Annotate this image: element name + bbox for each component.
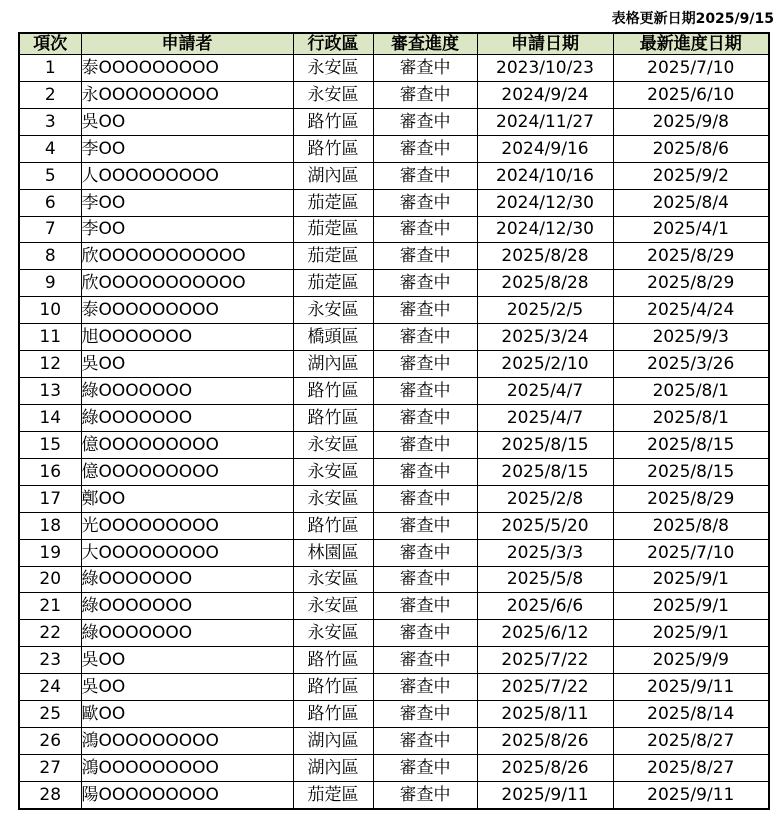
cell-apply-date: 2025/8/28 <box>477 270 613 297</box>
cell-district: 路竹區 <box>293 135 373 162</box>
cell-district: 永安區 <box>293 297 373 324</box>
update-date-note: 表格更新日期2025/9/15 <box>611 11 774 27</box>
cell-applicant: 陽OOOOOOOOO <box>81 781 293 809</box>
cell-applicant: 欣OOOOOOOOOOO <box>81 243 293 270</box>
cell-review-status: 審查中 <box>373 566 477 593</box>
cell-item-no: 25 <box>19 701 81 728</box>
cell-applicant: 吳OO <box>81 351 293 378</box>
table-row <box>19 620 769 647</box>
cell-latest-date: 2025/8/6 <box>613 135 769 162</box>
cell-district: 茄萣區 <box>293 243 373 270</box>
cell-applicant: 綠OOOOOOO <box>81 593 293 620</box>
application-table <box>18 32 770 810</box>
cell-applicant: 光OOOOOOOOO <box>81 512 293 539</box>
table-row <box>19 324 769 351</box>
cell-district: 永安區 <box>293 620 373 647</box>
table-row <box>19 108 769 135</box>
cell-review-status: 審查中 <box>373 297 477 324</box>
cell-review-status: 審查中 <box>373 324 477 351</box>
cell-apply-date: 2025/7/22 <box>477 674 613 701</box>
cell-latest-date: 2025/8/29 <box>613 270 769 297</box>
cell-apply-date: 2025/4/7 <box>477 378 613 405</box>
cell-latest-date: 2025/7/10 <box>613 539 769 566</box>
cell-latest-date: 2025/8/14 <box>613 701 769 728</box>
cell-district: 永安區 <box>293 566 373 593</box>
cell-district: 茄萣區 <box>293 189 373 216</box>
cell-latest-date: 2025/8/8 <box>613 512 769 539</box>
cell-latest-date: 2025/8/27 <box>613 728 769 755</box>
cell-district: 茄萣區 <box>293 781 373 809</box>
cell-item-no: 26 <box>19 728 81 755</box>
cell-latest-date: 2025/4/24 <box>613 297 769 324</box>
cell-review-status: 審查中 <box>373 243 477 270</box>
cell-district: 路竹區 <box>293 108 373 135</box>
cell-review-status: 審查中 <box>373 351 477 378</box>
cell-item-no: 1 <box>19 55 81 82</box>
table-row <box>19 781 769 809</box>
table-row <box>19 593 769 620</box>
cell-district: 湖內區 <box>293 754 373 781</box>
cell-applicant: 綠OOOOOOO <box>81 378 293 405</box>
cell-latest-date: 2025/8/15 <box>613 431 769 458</box>
cell-item-no: 5 <box>19 162 81 189</box>
cell-district: 永安區 <box>293 458 373 485</box>
cell-apply-date: 2025/7/22 <box>477 647 613 674</box>
cell-review-status: 審查中 <box>373 431 477 458</box>
table-row <box>19 351 769 378</box>
cell-item-no: 9 <box>19 270 81 297</box>
cell-apply-date: 2025/5/20 <box>477 512 613 539</box>
table-row <box>19 485 769 512</box>
cell-apply-date: 2024/9/16 <box>477 135 613 162</box>
cell-apply-date: 2024/12/30 <box>477 189 613 216</box>
table-row <box>19 270 769 297</box>
cell-applicant: 億OOOOOOOOO <box>81 431 293 458</box>
cell-latest-date: 2025/7/10 <box>613 55 769 82</box>
cell-item-no: 8 <box>19 243 81 270</box>
cell-latest-date: 2025/8/29 <box>613 485 769 512</box>
cell-item-no: 17 <box>19 485 81 512</box>
cell-item-no: 11 <box>19 324 81 351</box>
cell-item-no: 6 <box>19 189 81 216</box>
cell-latest-date: 2025/3/26 <box>613 351 769 378</box>
col-header-apply-date: 申請日期 <box>477 33 613 55</box>
cell-district: 路竹區 <box>293 647 373 674</box>
table-row <box>19 701 769 728</box>
cell-apply-date: 2025/8/15 <box>477 458 613 485</box>
cell-latest-date: 2025/8/1 <box>613 404 769 431</box>
cell-review-status: 審查中 <box>373 620 477 647</box>
cell-district: 永安區 <box>293 431 373 458</box>
cell-item-no: 7 <box>19 216 81 243</box>
cell-latest-date: 2025/8/15 <box>613 458 769 485</box>
cell-review-status: 審查中 <box>373 781 477 809</box>
cell-latest-date: 2025/9/1 <box>613 566 769 593</box>
cell-district: 路竹區 <box>293 378 373 405</box>
table-row <box>19 81 769 108</box>
cell-item-no: 20 <box>19 566 81 593</box>
cell-review-status: 審查中 <box>373 593 477 620</box>
cell-review-status: 審查中 <box>373 108 477 135</box>
cell-item-no: 12 <box>19 351 81 378</box>
cell-apply-date: 2025/8/15 <box>477 431 613 458</box>
cell-item-no: 13 <box>19 378 81 405</box>
cell-district: 永安區 <box>293 55 373 82</box>
cell-applicant: 歐OO <box>81 701 293 728</box>
cell-applicant: 綠OOOOOOO <box>81 404 293 431</box>
cell-apply-date: 2025/8/26 <box>477 754 613 781</box>
cell-latest-date: 2025/8/1 <box>613 378 769 405</box>
cell-latest-date: 2025/9/1 <box>613 620 769 647</box>
cell-apply-date: 2025/2/8 <box>477 485 613 512</box>
cell-applicant: 鴻OOOOOOOOO <box>81 728 293 755</box>
cell-applicant: 億OOOOOOOOO <box>81 458 293 485</box>
cell-review-status: 審查中 <box>373 162 477 189</box>
cell-latest-date: 2025/8/27 <box>613 754 769 781</box>
cell-review-status: 審查中 <box>373 189 477 216</box>
cell-district: 路竹區 <box>293 701 373 728</box>
table-row <box>19 135 769 162</box>
cell-apply-date: 2025/2/10 <box>477 351 613 378</box>
table-row <box>19 378 769 405</box>
cell-review-status: 審查中 <box>373 701 477 728</box>
cell-applicant: 欣OOOOOOOOOOO <box>81 270 293 297</box>
col-header-district: 行政區 <box>293 33 373 55</box>
cell-apply-date: 2025/6/6 <box>477 593 613 620</box>
cell-latest-date: 2025/8/4 <box>613 189 769 216</box>
cell-apply-date: 2024/10/16 <box>477 162 613 189</box>
cell-item-no: 22 <box>19 620 81 647</box>
cell-apply-date: 2025/8/11 <box>477 701 613 728</box>
cell-review-status: 審查中 <box>373 270 477 297</box>
table-row <box>19 728 769 755</box>
cell-item-no: 18 <box>19 512 81 539</box>
cell-applicant: 李OO <box>81 189 293 216</box>
cell-apply-date: 2024/9/24 <box>477 81 613 108</box>
cell-review-status: 審查中 <box>373 378 477 405</box>
cell-applicant: 泰OOOOOOOOO <box>81 297 293 324</box>
cell-latest-date: 2025/9/11 <box>613 674 769 701</box>
cell-review-status: 審查中 <box>373 647 477 674</box>
cell-review-status: 審查中 <box>373 754 477 781</box>
cell-applicant: 泰OOOOOOOOO <box>81 55 293 82</box>
cell-applicant: 吳OO <box>81 674 293 701</box>
cell-district: 永安區 <box>293 593 373 620</box>
cell-apply-date: 2025/6/12 <box>477 620 613 647</box>
cell-apply-date: 2025/5/8 <box>477 566 613 593</box>
cell-latest-date: 2025/9/3 <box>613 324 769 351</box>
cell-district: 永安區 <box>293 485 373 512</box>
cell-item-no: 3 <box>19 108 81 135</box>
cell-apply-date: 2025/9/11 <box>477 781 613 809</box>
col-header-latest-date: 最新進度日期 <box>613 33 769 55</box>
cell-applicant: 李OO <box>81 135 293 162</box>
table-row <box>19 189 769 216</box>
cell-district: 茄萣區 <box>293 270 373 297</box>
table-row <box>19 162 769 189</box>
cell-item-no: 21 <box>19 593 81 620</box>
cell-applicant: 吳OO <box>81 108 293 135</box>
table-row <box>19 566 769 593</box>
cell-item-no: 10 <box>19 297 81 324</box>
cell-item-no: 28 <box>19 781 81 809</box>
table-row <box>19 458 769 485</box>
cell-review-status: 審查中 <box>373 404 477 431</box>
table-row <box>19 243 769 270</box>
cell-review-status: 審查中 <box>373 135 477 162</box>
cell-latest-date: 2025/4/1 <box>613 216 769 243</box>
cell-apply-date: 2025/3/3 <box>477 539 613 566</box>
cell-district: 林園區 <box>293 539 373 566</box>
cell-applicant: 吳OO <box>81 647 293 674</box>
cell-district: 茄萣區 <box>293 216 373 243</box>
cell-latest-date: 2025/9/11 <box>613 781 769 809</box>
cell-apply-date: 2025/2/5 <box>477 297 613 324</box>
cell-latest-date: 2025/9/1 <box>613 593 769 620</box>
cell-apply-date: 2025/8/28 <box>477 243 613 270</box>
table-row <box>19 55 769 82</box>
cell-review-status: 審查中 <box>373 539 477 566</box>
cell-applicant: 旭OOOOOOO <box>81 324 293 351</box>
cell-applicant: 李OO <box>81 216 293 243</box>
cell-latest-date: 2025/6/10 <box>613 81 769 108</box>
header-row <box>19 33 769 55</box>
table-row <box>19 512 769 539</box>
table-row <box>19 647 769 674</box>
cell-item-no: 2 <box>19 81 81 108</box>
cell-apply-date: 2024/11/27 <box>477 108 613 135</box>
cell-apply-date: 2025/8/26 <box>477 728 613 755</box>
cell-review-status: 審查中 <box>373 55 477 82</box>
table-row <box>19 539 769 566</box>
cell-latest-date: 2025/9/9 <box>613 647 769 674</box>
table-body <box>19 55 769 810</box>
cell-item-no: 23 <box>19 647 81 674</box>
cell-applicant: 大OOOOOOOOO <box>81 539 293 566</box>
cell-latest-date: 2025/8/29 <box>613 243 769 270</box>
cell-review-status: 審查中 <box>373 216 477 243</box>
cell-district: 湖內區 <box>293 728 373 755</box>
cell-item-no: 14 <box>19 404 81 431</box>
cell-district: 湖內區 <box>293 351 373 378</box>
table-row <box>19 674 769 701</box>
cell-applicant: 人OOOOOOOOO <box>81 162 293 189</box>
table-row <box>19 297 769 324</box>
cell-apply-date: 2023/10/23 <box>477 55 613 82</box>
cell-apply-date: 2024/12/30 <box>477 216 613 243</box>
cell-review-status: 審查中 <box>373 81 477 108</box>
cell-item-no: 15 <box>19 431 81 458</box>
cell-item-no: 19 <box>19 539 81 566</box>
cell-applicant: 綠OOOOOOO <box>81 566 293 593</box>
cell-apply-date: 2025/3/24 <box>477 324 613 351</box>
cell-latest-date: 2025/9/2 <box>613 162 769 189</box>
cell-applicant: 鄭OO <box>81 485 293 512</box>
cell-applicant: 綠OOOOOOO <box>81 620 293 647</box>
col-header-item-no: 項次 <box>19 33 81 55</box>
cell-latest-date: 2025/9/8 <box>613 108 769 135</box>
cell-review-status: 審查中 <box>373 512 477 539</box>
cell-district: 路竹區 <box>293 674 373 701</box>
table-row <box>19 754 769 781</box>
cell-review-status: 審查中 <box>373 485 477 512</box>
cell-district: 路竹區 <box>293 404 373 431</box>
col-header-applicant: 申請者 <box>81 33 293 55</box>
cell-district: 湖內區 <box>293 162 373 189</box>
table-row <box>19 431 769 458</box>
col-header-review-status: 審查進度 <box>373 33 477 55</box>
cell-applicant: 永OOOOOOOOO <box>81 81 293 108</box>
cell-district: 路竹區 <box>293 512 373 539</box>
cell-district: 永安區 <box>293 81 373 108</box>
cell-item-no: 27 <box>19 754 81 781</box>
cell-review-status: 審查中 <box>373 728 477 755</box>
cell-item-no: 16 <box>19 458 81 485</box>
cell-item-no: 4 <box>19 135 81 162</box>
cell-district: 橋頭區 <box>293 324 373 351</box>
table-row <box>19 404 769 431</box>
cell-review-status: 審查中 <box>373 674 477 701</box>
cell-applicant: 鴻OOOOOOOOO <box>81 754 293 781</box>
table-row <box>19 216 769 243</box>
cell-item-no: 24 <box>19 674 81 701</box>
cell-apply-date: 2025/4/7 <box>477 404 613 431</box>
cell-review-status: 審查中 <box>373 458 477 485</box>
